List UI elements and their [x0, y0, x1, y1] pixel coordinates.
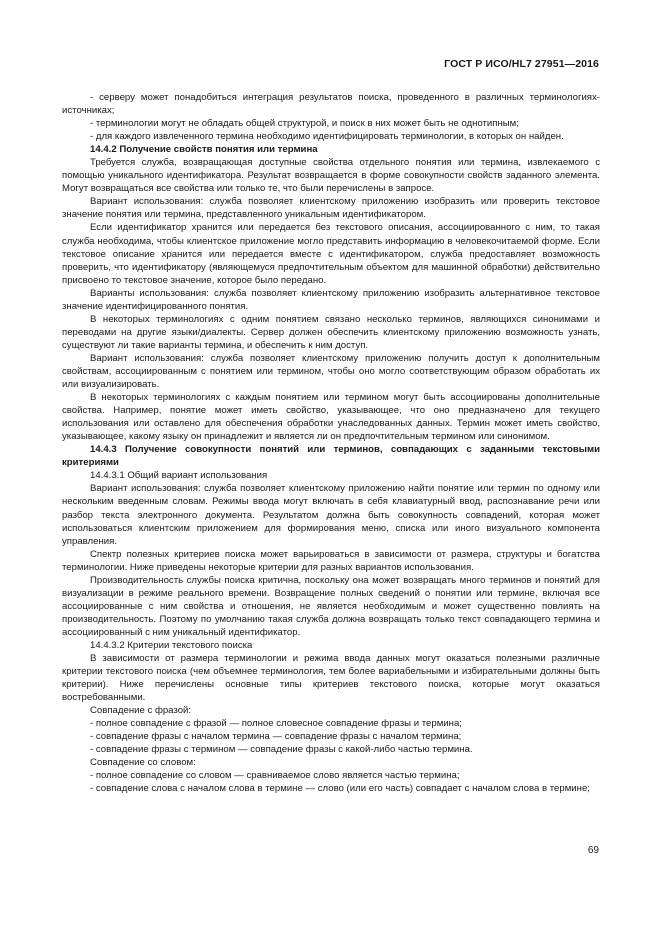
paragraph: - совпадение фразы с термином — совпадение фразы с какой-либо частью термина.	[90, 744, 473, 756]
paragraph: Производительность службы поиска критична, поскольку она может возвращать много терминов и понятий для визуализации в режиме реального времени. Возвращение полных сведений о понятии или термине, включая все ассоциированные с ним свойства и отношения, не является необходимым и может существенно повлиять на производительность. Поэтому по умолчанию такая служба должна возвращать только текст совпадающего термина и ассоциированный с ним уникальный идентификатор.	[62, 574, 600, 638]
paragraph: - совпадение фразы с началом термина — совпадение фразы с началом термина;	[90, 731, 462, 743]
document-header: ГОСТ Р ИСО/HL7 27951—2016	[444, 58, 599, 70]
paragraph: Вариант использования: служба позволяет клиентскому приложению получить доступ к дополнительным свойствам, ассоциированным с понятием или термином, чтобы оно могло соответствующим образом обработать их или визуализировать.	[62, 352, 600, 391]
paragraph: - серверу может понадобиться интеграция результатов поиска, проведенного в различных терминологиях-источниках;	[62, 92, 600, 117]
paragraph: Требуется служба, возвращающая доступные свойства отдельного понятия или термина, извлекаемого с помощью уникального идентификатора. Результат возвращается в форме совокупности свойств заданного элемента. Могут возвращаться все свойства или только те, что были перечислены в запросе.	[62, 157, 600, 195]
section-heading: 14.4.3 Получение совокупности понятий или терминов, совпадающих с заданными текстовыми критериями	[62, 444, 600, 469]
page-number: 69	[587, 845, 599, 856]
paragraph: В зависимости от размера терминологии и режима ввода данных могут оказаться полезными различные критерии текстового поиска (чем объемнее терминология, тем более вариабельными и избирательными должны быть критерии). Ниже перечислены основные типы критериев текстового поиска, которые могут оказаться востребованными.	[62, 653, 600, 704]
paragraph: - для каждого извлеченного термина необходимо идентифицировать терминологии, в которых он найден.	[90, 131, 564, 143]
paragraph: 14.4.3.2 Критерии текстового поиска	[90, 639, 253, 651]
paragraph: 14.4.3.1 Общий вариант использования	[90, 470, 268, 482]
paragraph: Если идентификатор хранится или передается без текстового описания, ассоциированного с ним, то такая служба необходима, чтобы клиентское приложение могло представить информацию в человекочитаемой форме. Если текстовое описание хранится или передается вместе с идентификатором, служба предоставляет возможность проверить, что идентификатору (являющемуся предпочтительным объектом для машинной обработки) действительно присвоено то текстовое значение, которое было передано.	[62, 222, 600, 286]
document-body	[62, 91, 600, 796]
paragraph: Вариант использования: служба позволяет клиентскому приложению изобразить или проверить текстовое значение понятия или термина, представленного уникальным идентификатором.	[62, 196, 600, 221]
paragraph: - полное совпадение со словом — сравниваемое слово является частью термина;	[90, 770, 460, 782]
paragraph: Вариант использования: служба позволяет клиентскому приложению найти понятие или термин по одному или нескольким введенным словам. Режимы ввода могут включать в себя клавиатурный ввод, распознавание речи или разбор текста электронного документа. Результатом должна быть совокупность совпадений, которая может использоваться клиентским приложением для формирования меню, списка или иного визуального компонента управления.	[62, 483, 600, 547]
paragraph: В некоторых терминологиях с каждым понятием или термином могут быть ассоциированы дополнительные свойства. Например, понятие может иметь свойство, указывающее, что оно предназначено для текущего использования или оставлено для обеспечения обработки унаследованных данных. Термин может иметь свойство, указывающее, какому языку он принадлежит и является ли он предпочтительным термином или синонимом.	[62, 392, 600, 443]
paragraph: Совпадение с фразой:	[90, 705, 192, 717]
paragraph: Спектр полезных критериев поиска может варьироваться в зависимости от размера, структуры и богатства терминологии. Ниже приведены некоторые критерии для разных вариантов использования.	[62, 548, 600, 573]
paragraph: - терминологии могут не обладать общей структурой, и поиск в них может быть не однотипным;	[90, 118, 519, 130]
paragraph: Варианты использования: служба позволяет клиентскому приложению изобразить альтернативное текстовое значение идентифицированного понятия.	[62, 287, 600, 312]
section-heading: 14.4.2 Получение свойств понятия или термина	[90, 144, 318, 156]
paragraph: В некоторых терминологиях с одним понятием связано несколько терминов, являющихся синонимами и переводами на другие языки/диалекты. Сервер должен обеспечить клиентскому приложению возможность узнать, существуют ли такие варианты термина, и обеспечить к ним доступ.	[62, 313, 600, 351]
paragraph: - полное совпадение с фразой — полное словесное совпадение фразы и термина;	[90, 718, 462, 730]
paragraph: - совпадение слова с началом слова в термине — слово (или его часть) совпадает с началом слова в термине;	[90, 783, 590, 795]
paragraph: Совпадение со словом:	[90, 757, 196, 769]
